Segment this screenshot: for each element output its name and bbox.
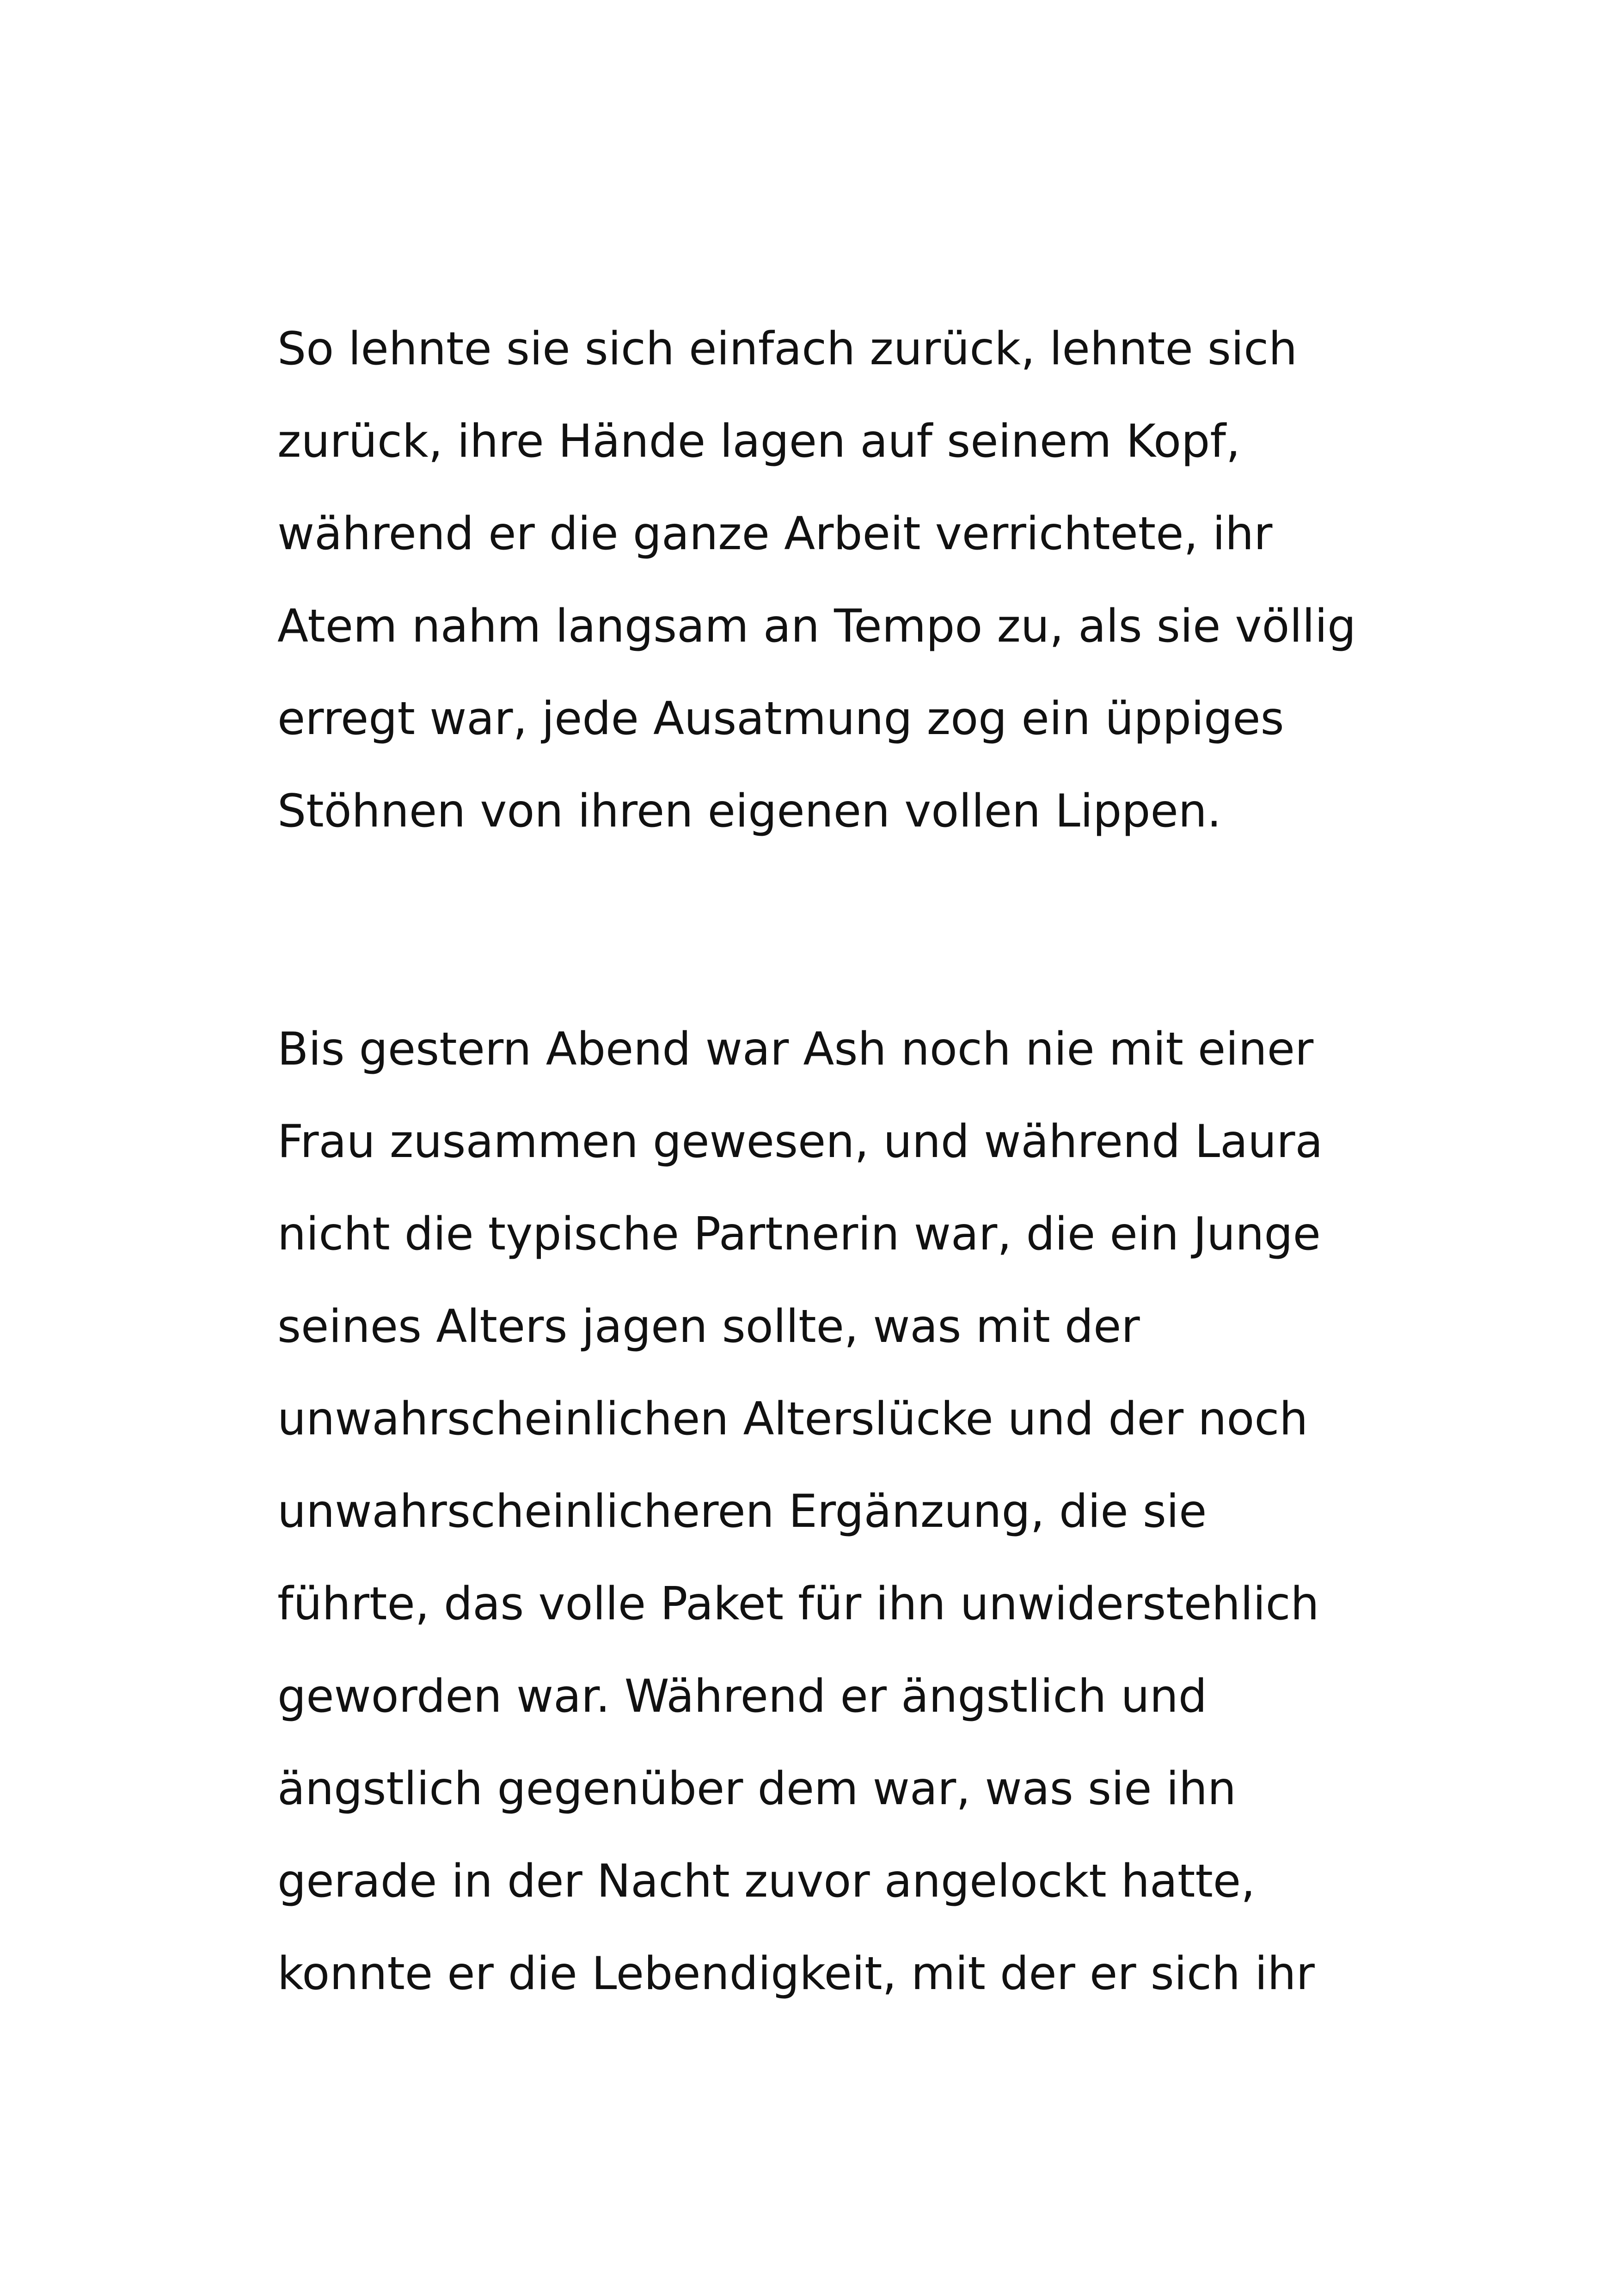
text-line: zurück, ihre Hände lagen auf seinem Kopf, [277,415,1240,468]
text-line: während er die ganze Arbeit verrichtete, ihr [277,508,1273,560]
text-line: Bis gestern Abend war Ash noch nie mit einer [277,1023,1314,1076]
text-line: Frau zusammen gewesen, und während Laura [277,1115,1323,1168]
text-line: erregt war, jede Ausatmung zog ein üppiges [277,692,1284,745]
paragraph-2 [277,1003,1387,2020]
text-line: unwahrscheinlicheren Ergänzung, die sie [277,1485,1207,1538]
text-line: unwahrscheinlichen Alterslücke und der noch [277,1393,1308,1445]
paragraph-1 [277,303,1387,857]
text-line: gerade in der Nacht zuvor angelockt hatte, [277,1855,1256,1908]
text-line: seines Alters jagen sollte, was mit der [277,1300,1140,1353]
text-line: nicht die typische Partnerin war, die ein Junge [277,1208,1321,1261]
text-line: geworden war. Während er ängstlich und [277,1670,1207,1723]
text-line: führte, das volle Paket für ihn unwiderstehlich [277,1578,1319,1630]
text-line: konnte er die Lebendigkeit, mit der er sich ihr [277,1947,1315,2000]
text-line: So lehnte sie sich einfach zurück, lehnte sich [277,323,1298,375]
text-line: Stöhnen von ihren eigenen vollen Lippen. [277,785,1222,838]
text-line: ängstlich gegenüber dem war, was sie ihn [277,1763,1237,1815]
text-line: Atem nahm langsam an Tempo zu, als sie völlig [277,600,1356,653]
